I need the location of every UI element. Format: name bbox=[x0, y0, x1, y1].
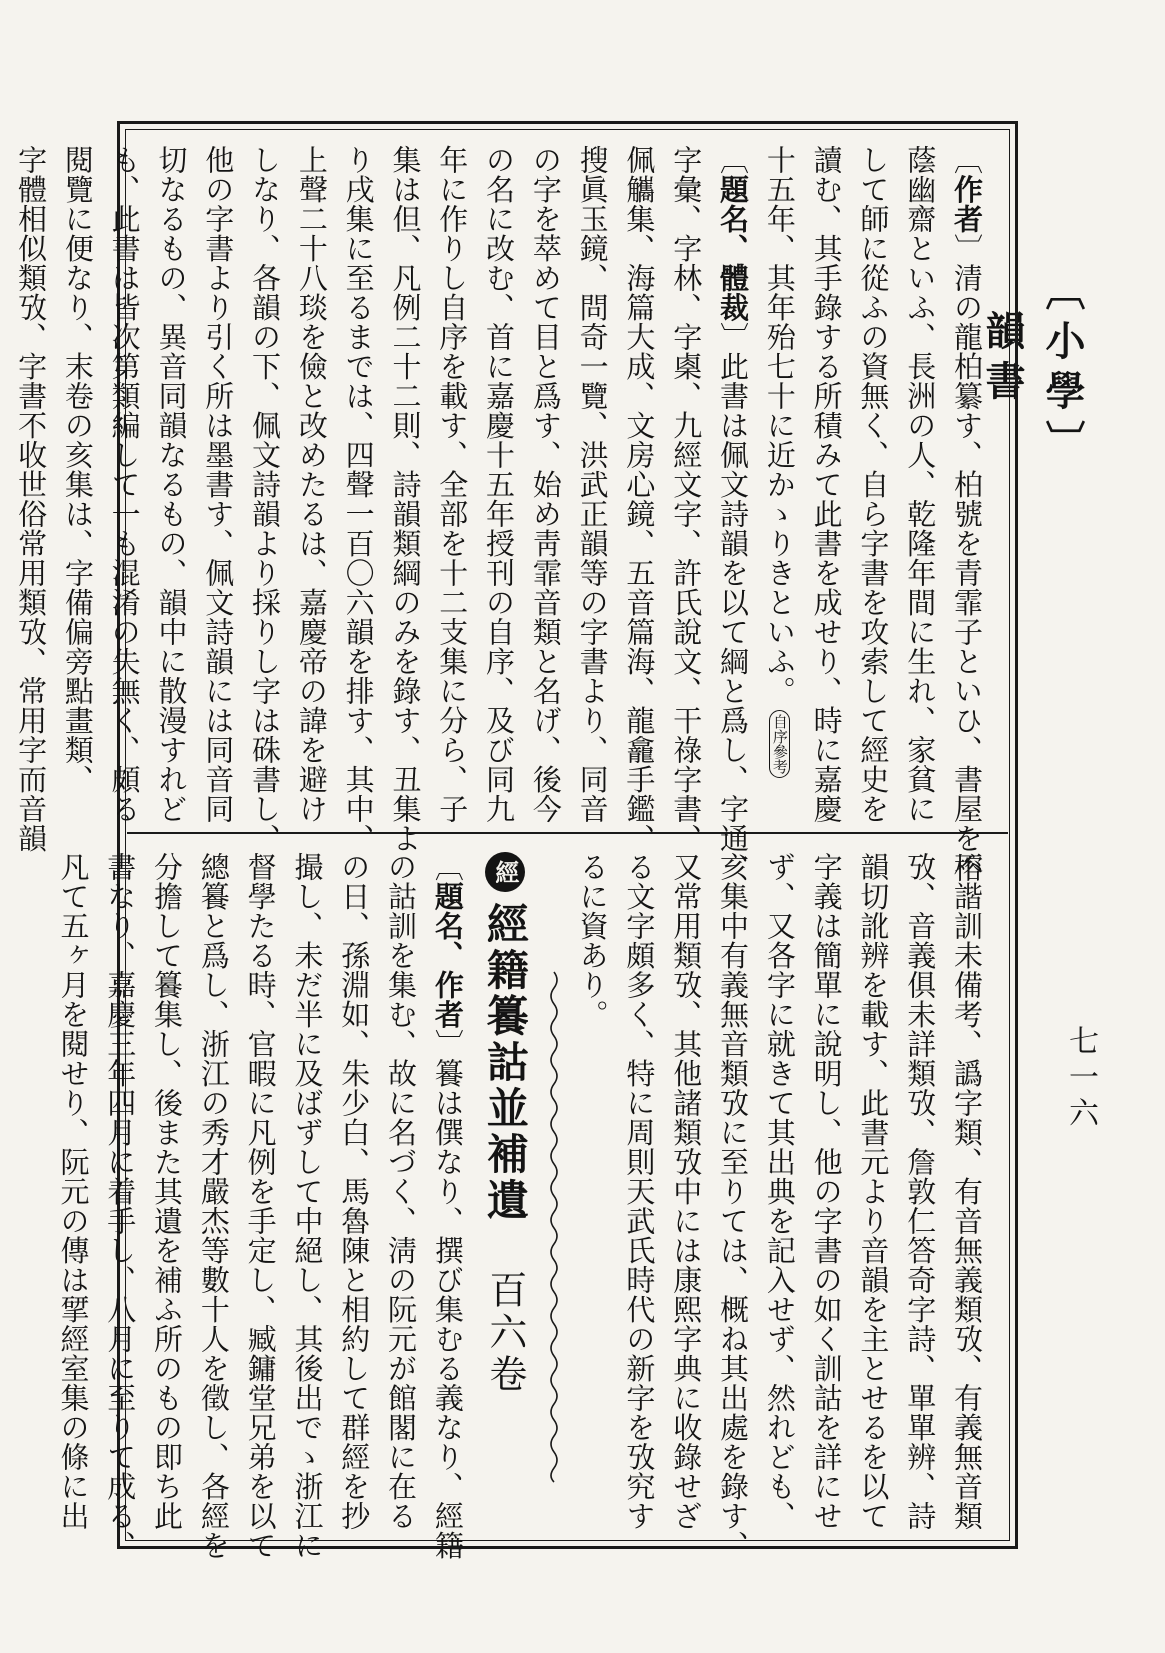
text-column: 撮し、未だ半に及ばずして中絕し、其後出でゝ浙江に bbox=[290, 852, 325, 1560]
text-column: 不諧訓未備考、譌字類、有音無義類攷、有義無音類 bbox=[950, 852, 984, 1531]
text-column: り戌集に至るまでは、四聲一百〇六韻を排す、其中、 bbox=[341, 145, 376, 853]
text-column: 讀む、其手錄する所積みて此書を成せり、時に嘉慶 bbox=[809, 145, 844, 824]
text-column: 集は但、凡例二十二則、詩韻類綱のみを錄す、丑集よ bbox=[388, 145, 423, 853]
text-column: 〔題名、體裁〕此書は佩文詩韻を以て綱と爲し、字通、 bbox=[716, 145, 751, 883]
text-column: 亥集中有義無音類攷に至りては、概ね其出處を錄す、 bbox=[716, 852, 751, 1560]
text-column: 十五年、其年殆七十に近かゝりきといふ。自序參考 bbox=[756, 145, 803, 825]
text-column: も、此書は皆次第類編して一も混淆の失無く、頗る bbox=[107, 145, 142, 824]
author-heading: 〔作者〕 bbox=[950, 145, 984, 263]
text-column: 字體相似類攷、字書不收世俗常用類攷、常用字而音韻 bbox=[14, 145, 49, 853]
text-column: 佩觿集、海篇大成、文房心鏡、五音篇海、龍龕手鑑、 bbox=[622, 145, 657, 853]
classic-marker-icon: 經 bbox=[485, 852, 525, 892]
text-column: 蔭幽齋といふ、長洲の人、乾隆年間に生れ、家貧に bbox=[903, 145, 938, 824]
text-column: 字彙、字林、字㮚、九經文字、許氏說文、干祿字書、 bbox=[669, 145, 704, 853]
text-column: の詁訓を集む、故に名づく、淸の阮元が館閣に在る bbox=[384, 852, 419, 1531]
text-column: 書なり、嘉慶三年四月に着手し、八月に至りて成る、 bbox=[103, 852, 138, 1560]
text-column: 韻切訛辨を載す、此書元より音韻を主とせるを以て bbox=[856, 852, 891, 1531]
text-column: るに資あり。 bbox=[575, 852, 610, 1029]
text-column: 凡て五ヶ月を閱せり、阮元の傳は揅經室集の條に出 bbox=[56, 852, 91, 1531]
book-title: 經籍籑詁並補遺 bbox=[480, 902, 530, 1224]
entry-heading: 〔題名、作者〕 bbox=[430, 852, 465, 1059]
bottom-text-block bbox=[56, 852, 990, 1560]
title-format-heading: 〔題名、體裁〕 bbox=[716, 145, 751, 352]
text-column: 總籑と爲し、浙江の秀才嚴杰等數十人を徵し、各經を bbox=[196, 852, 231, 1560]
text-column: 上聲二十八琰を儉と改めたるは、嘉慶帝の諱を避け bbox=[294, 145, 329, 824]
top-text-block bbox=[14, 145, 990, 883]
text-column: 又常用類攷、其他諸類攷中には康熙字典に收錄せざ bbox=[669, 852, 704, 1531]
book-volumes: 百六卷 bbox=[482, 1270, 527, 1396]
section-separator-line bbox=[539, 852, 569, 1532]
text-column: 年に作りし自序を載す、全部を十二支集に分ら、子 bbox=[435, 145, 470, 824]
running-header bbox=[979, 270, 1092, 590]
text-column: 〔作者〕清の龍柏纂す、柏號を青霏子といひ、書屋を榕 bbox=[950, 145, 984, 883]
text-column: ず、又各字に就きて其出典を記入せず、然れども、 bbox=[762, 852, 797, 1531]
wavy-rule-icon bbox=[544, 972, 564, 1482]
text-column: 字義は簡單に說明し、他の字書の如く訓詁を詳にせ bbox=[809, 852, 844, 1531]
book-title-heading bbox=[477, 852, 533, 1532]
text-column: 〔題名、作者〕籑は僎なり、撰び集むる義なり、經籍 bbox=[430, 852, 465, 1560]
text-column: の日、孫淵如、朱少白、馬魯陳と相約して群經を抄 bbox=[337, 852, 372, 1531]
header-section: 〔小學〕 bbox=[1039, 270, 1086, 470]
text-column: 搜眞玉鏡、問奇一覽、洪武正韻等の字書より、同音 bbox=[575, 145, 610, 824]
page-number: 七一六 bbox=[1063, 1025, 1098, 1133]
text-column: る文字頗多く、特に周則天武氏時代の新字を攷究す bbox=[622, 852, 657, 1531]
text-column: しなり、各韻の下、佩文詩韻より採りし字は硃書し、 bbox=[248, 145, 283, 853]
reference-note: 自序參考 bbox=[769, 710, 790, 778]
text-column: の名に改む、首に嘉慶十五年授刊の自序、及び同九 bbox=[482, 145, 517, 824]
text-column: 督學たる時、官暇に凡例を手定し、臧鏞堂兄弟を以て bbox=[243, 852, 278, 1560]
text-column: 分擔して籑集し、後また其遺を補ふ所のもの即ち此 bbox=[150, 852, 185, 1531]
text-column: 切なるもの、異音同韻なるもの、韻中に散漫すれど bbox=[154, 145, 189, 824]
text-column: 他の字書より引く所は墨書す、佩文詩韻には同音同 bbox=[201, 145, 236, 824]
text-column: 攷、音義俱未詳類攷、詹敦仁答奇字詩、單單辨、詩 bbox=[903, 852, 938, 1531]
text-column: の字を萃めて目と爲す、始め靑霏音類と名げ、後今 bbox=[528, 145, 563, 824]
text-column: 閱覽に便なり、末卷の亥集は、字備偏旁點畫類、 bbox=[60, 145, 95, 794]
text-column: して師に從ふの資無く、自ら字書を攻索して經史を bbox=[856, 145, 891, 824]
header-category: 韻書 bbox=[979, 310, 1026, 410]
